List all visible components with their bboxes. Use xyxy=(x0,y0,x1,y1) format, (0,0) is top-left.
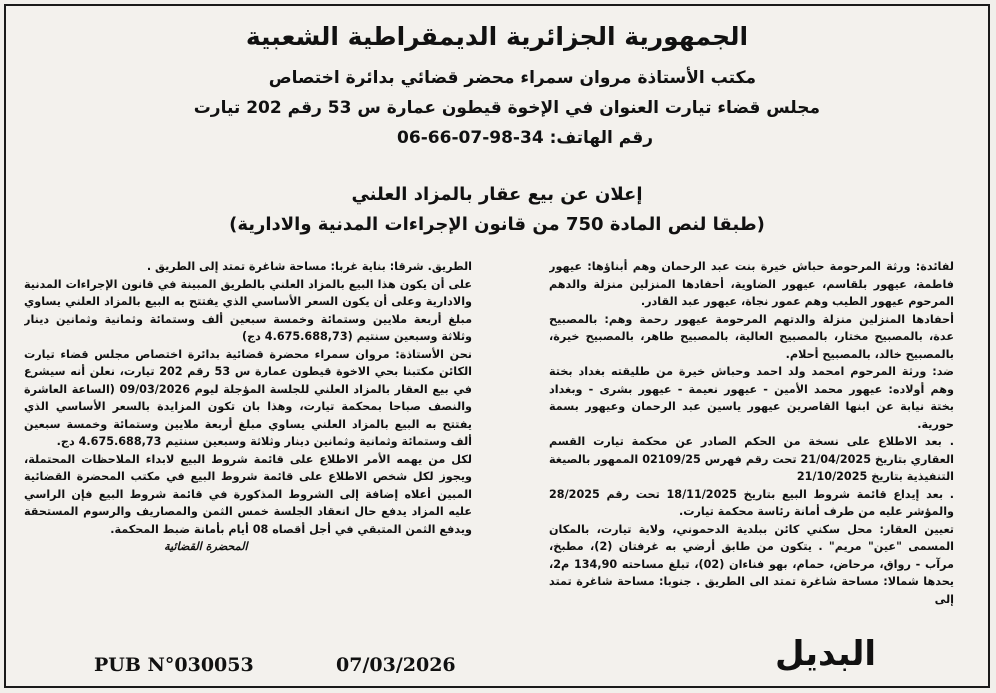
office-line: مكتب الأستاذة مروان سمراء محضر قضائي بدائرة اختصاص xyxy=(268,68,756,88)
paragraph-grandchildren: أحفادها المنزلين منزلة والدتهم المرحومة عيهور رحمة وهم: بالمصبيح عدة، بالمصبيح مختار، بالمصبيح العالية، بالمصبيح طاهر، بالمصبيح خيرة، بالمصبيح خالد، بالمصبيح أحلام. xyxy=(549,312,954,361)
paragraph-property-description: تعيين العقار: محل سكني كائن ببلدية الدحموني، ولاية تيارت، بالمكان المسمى "عين" مريم" . يتكون من طابق أرضي به غرفتان (2)، مطبخ، مرآب - رواق، مرحاض، حمام، بهو فناءان (02)، تبلغ مساحته 134,90 م2، يحدها شمالا: مساحة شاغرة تمتد الى الطريق . جنوبا: مساحة شاغرة تمتد إلى xyxy=(549,522,954,606)
address-line: مجلس قضاء تيارت العنوان في الإخوة قيطون عمارة س 53 رقم 202 تيارت xyxy=(193,98,820,118)
announcement-title: إعلان عن بيع عقار بالمزاد العلني xyxy=(351,184,643,205)
announcement-subtitle: (طبقا لنص المادة 750 من قانون الإجراءات المدنية والادارية) xyxy=(229,214,765,235)
paragraph-conditions-deposit: . بعد إيداع قائمة شروط البيع بتاريخ 18/11/2025 تحت رقم 28/2025 والمؤشر عليه من طرف أمانة رئاسة محكمة تيارت. xyxy=(549,487,954,518)
paragraph-boundaries: الطريق. شرقا: بناية غربا: مساحة شاغرة تمتد إلى الطريق . xyxy=(146,260,472,273)
paragraph-judgment: . بعد الاطلاع على نسخة من الحكم الصادر عن محكمة تيارت القسم العقاري بتاريخ 21/04/2025 تحت رقم فهرس 02109/25 الممهور بالصيغة التنفيذية بتاريخ 21/10/2025 xyxy=(549,435,954,483)
pub-number: PUB N°030053 xyxy=(94,654,254,676)
phone-line: رقم الهاتف: 34-98-07-66-06 xyxy=(397,128,653,148)
signature: المحضرة القضائية xyxy=(164,540,248,553)
left-column-text xyxy=(24,258,472,623)
paragraph-inspection: لكل من يهمه الأمر الاطلاع على قائمة شروط البيع لابداء الملاحظات المحتملة، ويجوز لكل شخص الاطلاع على قائمة شروط البيع في مكتب المحضرة القضائية المبين أعلاه إضافة إلى الشروط المذكورة في قائمة شروط البيع فإن الراسي عليه المزاد يدفع حال انعقاد الجلسة خمس الثمن والمصاريف والرسوم المستحقة ويدفع الثمن المتبقي في أجل أقصاه 08 أيام بأمانة ضبط المحكمة. xyxy=(24,452,472,536)
publication-date: 07/03/2026 xyxy=(336,654,456,676)
paragraph-base-price: على أن يكون هذا البيع بالمزاد العلني بالطريق المبينة في قانون الإجراءات المدنية والادارية وعلى أن يكون السعر الأساسي الذي يفتتح به البيع بالمزاد العلني يساوي مبلغ أربعة ملايين وستمائة وخمسة سبعين ألف وستمائة وثمانية وثمانين دينار وثلاثة وسبعين سنتيم (4.675.688,73 دج) xyxy=(24,277,472,343)
republic-heading: الجمهورية الجزائرية الديمقراطية الشعبية xyxy=(245,22,749,51)
paragraph-auction-notice: نحن الأستاذة: مروان سمراء محضرة قضائية بدائرة اختصاص مجلس قضاء تيارت الكائن مكتبنا بحي الاخوة قيطون عمارة س 53 رقم 202 تيارت، نعلن أنه سيشرع في بيع العقار بالمزاد العلني للجلسة المؤجلة ليوم 09/03/2026 (الساعة العاشرة والنصف صباحا بمحكمة تيارت، وهذا بان تكون المزايدة بالسعر الأساسي الذي يفتتح به البيع بالمزاد العلني يساوي مبلغ أربعة ملايين وستمائة وخمسة سبعين ألف وستمائة وثمانية وثمانين دينار وثلاثة وسبعين سنتيم 4.675.688,73 دج. xyxy=(24,347,472,448)
paragraph-beneficiary: لفائدة: ورثة المرحومة حباش خيرة بنت عبد الرحمان وهم أبناؤها: عيهور فاطمة، عيهور بلقاسم، عيهور الضاوية، أحفادها المنزلين منزلة والدهم المرحوم عيهور الطيب وهم عمور نجاة، عيهور عبد القادر. xyxy=(549,260,954,308)
right-column-text xyxy=(549,258,954,623)
paragraph-against: ضد: ورثة المرحوم امحمد ولد احمد وحباش خيرة من طليقته بغداد بختة وهم أولاده: عيهور محمد الأمين - عيهور نعيمة - عيهور بشرى - وبغداد بختة نيابة عن ابنها القاصرين عيهور ياسين عبد الرحمان وعيهور بسمة حورية. xyxy=(549,365,954,431)
announcement-page xyxy=(4,4,990,688)
newspaper-logo: البديل xyxy=(774,634,876,674)
